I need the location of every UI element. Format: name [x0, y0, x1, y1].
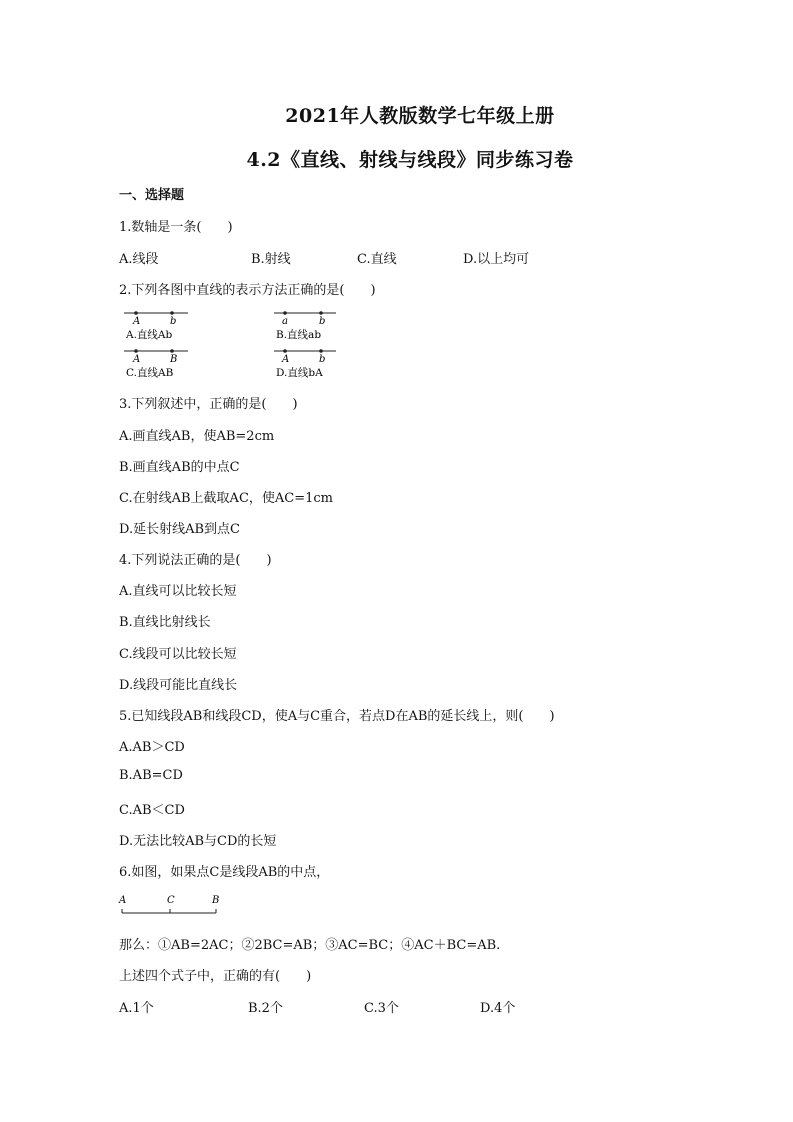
- question-6-question: 上述四个式子中，正确的有( ): [119, 969, 312, 984]
- figure-b-left-label: a: [282, 316, 288, 327]
- figure-a-right-label: b: [170, 316, 177, 327]
- question-1-option-b: B.射线: [251, 252, 291, 267]
- question-6-option-c: C.3个: [364, 1001, 399, 1016]
- segment-label-b: B: [212, 895, 220, 906]
- question-3-option-d: D.延长射线AB到点C: [119, 522, 240, 537]
- question-4-option-d: D.线段可能比直线长: [119, 678, 238, 693]
- question-1-option-d: D.以上均可: [463, 252, 530, 267]
- question-4-stem: 4.下列说法正确的是( ): [119, 553, 272, 568]
- question-2-figure-a: [122, 308, 192, 342]
- section-heading: 一、选择题: [119, 188, 185, 203]
- question-3-stem: 3.下列叙述中，正确的是( ): [119, 397, 298, 412]
- figure-c-left-label: A: [133, 354, 141, 365]
- question-1-stem: 1.数轴是一条( ): [119, 220, 233, 235]
- question-6-statements: 那么：①AB=2AC；②2BC=AB；③AC=BC；④AC＋BC=AB.: [119, 938, 501, 953]
- figure-c-caption: C.直线AB: [126, 367, 174, 379]
- question-2-stem: 2.下列各图中直线的表示方法正确的是( ): [119, 283, 376, 298]
- question-6-stem: 6.如图，如果点C是线段AB的中点，: [119, 865, 330, 880]
- question-5-option-d: D.无法比较AB与CD的长短: [119, 834, 277, 849]
- question-2-figure-d: [272, 346, 342, 380]
- question-6-option-a: A.1个: [119, 1001, 154, 1016]
- question-3-option-b: B.画直线AB的中点C: [119, 460, 240, 475]
- worksheet-title: 2021年人教版数学七年级上册: [285, 105, 555, 127]
- figure-a-caption: A.直线Ab: [126, 329, 173, 341]
- question-5-stem: 5.已知线段AB和线段CD，使A与C重合，若点D在AB的延长线上，则( ): [119, 709, 555, 724]
- question-6-option-b: B.2个: [248, 1001, 283, 1016]
- figure-d-caption: D.直线bA: [276, 367, 323, 379]
- question-2-figure-c: [122, 346, 192, 380]
- question-5-option-c: C.AB＜CD: [119, 803, 185, 818]
- figure-b-right-label: b: [319, 316, 326, 327]
- figure-d-right-label: b: [319, 354, 326, 365]
- figure-a-left-label: A: [133, 316, 141, 327]
- question-5-option-b: B.AB=CD: [119, 768, 183, 783]
- figure-b-caption: B.直线ab: [276, 329, 322, 341]
- question-3-option-c: C.在射线AB上截取AC，使AC=1cm: [119, 491, 333, 506]
- question-4-option-a: A.直线可以比较长短: [119, 584, 237, 599]
- question-6-figure: [118, 893, 228, 919]
- question-1-option-c: C.直线: [357, 252, 397, 267]
- segment-label-c: C: [167, 895, 175, 906]
- question-6-option-d: D.4个: [480, 1001, 516, 1016]
- figure-d-left-label: A: [282, 354, 290, 365]
- question-5-option-a: A.AB＞CD: [119, 740, 185, 755]
- question-3-option-a: A.画直线AB，使AB=2cm: [119, 429, 275, 444]
- worksheet-subtitle: 4.2《直线、射线与线段》同步练习卷: [246, 149, 574, 171]
- question-1-option-a: A.线段: [119, 252, 159, 267]
- segment-label-a: A: [119, 895, 127, 906]
- question-2-figure-b: [272, 308, 342, 342]
- figure-c-right-label: B: [170, 354, 178, 365]
- question-4-option-b: B.直线比射线长: [119, 615, 211, 630]
- question-4-option-c: C.线段可以比较长短: [119, 647, 237, 662]
